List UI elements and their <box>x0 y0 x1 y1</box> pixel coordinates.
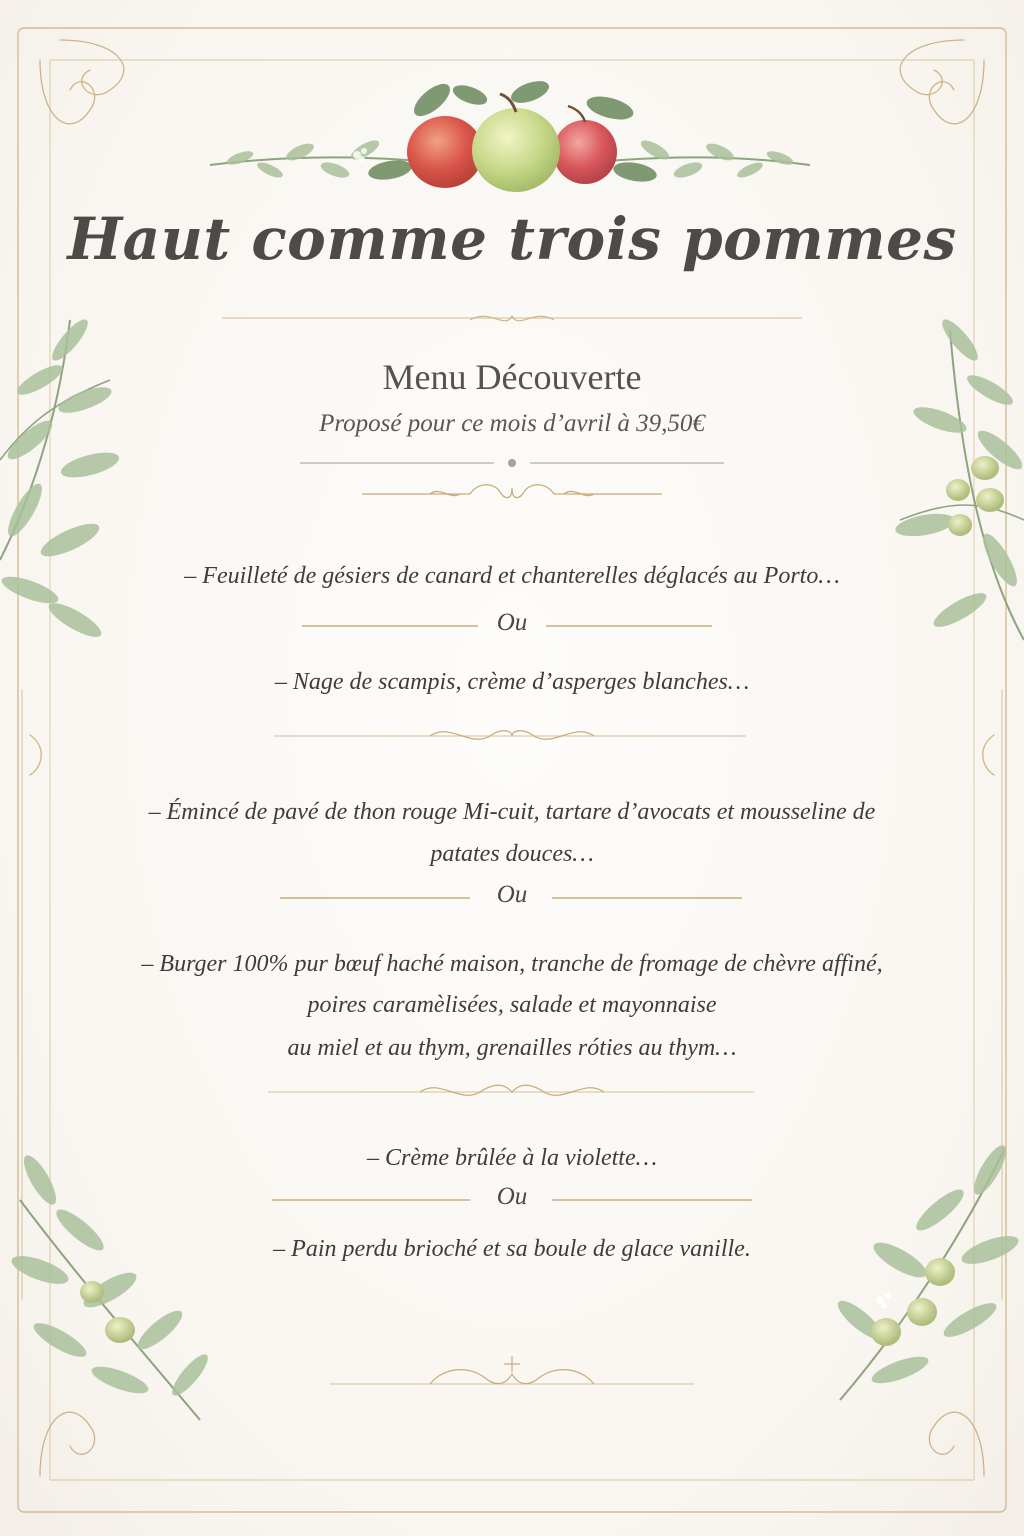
starter-or-separator: Ou <box>496 609 528 636</box>
dessert-option-2: – Pain perdu brioché et sa boule de glace vanille. <box>273 1236 751 1262</box>
main-option-1-line-2: patates douces… <box>430 841 594 867</box>
restaurant-title: Haut comme trois pommes <box>67 205 957 273</box>
main-or-separator: Ou <box>496 881 528 908</box>
dessert-option-1: – Crème brûlée à la violette… <box>367 1145 657 1171</box>
main-option-1-line-1: – Émincé de pavé de thon rouge Mi-cuit, tartare d’avocats et mousseline de <box>148 799 876 825</box>
main-option-2-line-2: poires caramèlisées, salade et mayonnaise <box>307 992 717 1018</box>
menu-name: Menu Découverte <box>382 357 642 397</box>
starter-option-1: – Feuilleté de gésiers de canard et chanterelles déglacés au Porto… <box>184 563 840 589</box>
starter-option-2: – Nage de scampis, crème d’asperges blanches… <box>274 669 750 695</box>
menu-price-offer: Proposé pour ce mois d’avril à 39,50€ <box>319 410 705 437</box>
dessert-or-separator: Ou <box>496 1183 528 1210</box>
main-option-2-line-3: au miel et au thym, grenailles róties au thym… <box>287 1035 737 1061</box>
main-option-2-line-1: – Burger 100% pur bœuf haché maison, tranche de fromage de chèvre affiné, <box>141 951 883 977</box>
